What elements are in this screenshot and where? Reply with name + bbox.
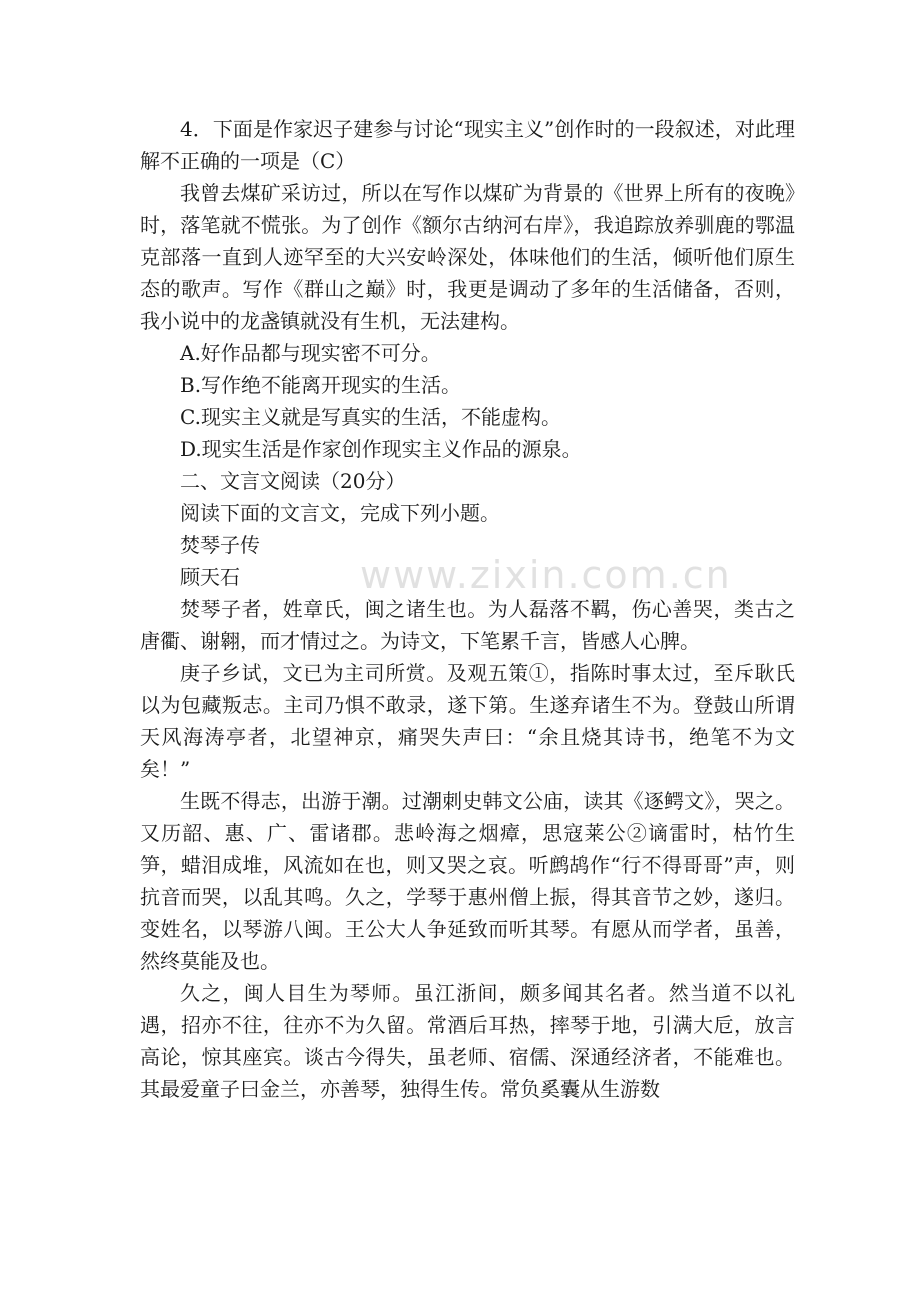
watermark: www.zixin.com.cn	[360, 553, 732, 597]
option-d: D.现实生活是作家创作现实主义作品的源泉。	[180, 437, 582, 461]
text-author: 顾天石	[180, 565, 240, 589]
option-a: A.好作品都与现实密不可分。	[180, 341, 441, 365]
text-paragraph-1: 焚琴子者，姓章氏，闽之诸生也。为人磊落不羁，伤心善哭，类古之唐衢、谢翱，而才情过之。为诗文，下笔累千言，皆感人心脾。	[140, 597, 795, 653]
document-content	[140, 113, 795, 1105]
text-title: 焚琴子传	[180, 533, 260, 557]
section-instruction: 阅读下面的文言文，完成下列小题。	[180, 501, 500, 525]
option-b: B.写作绝不能离开现实的生活。	[180, 373, 462, 397]
text-paragraph-4: 久之，闽人目生为琴师。虽江浙间，颇多闻其名者。然当道不以礼遇，招亦不往，往亦不为久留。常酒后耳热，摔琴于地，引满大卮，放言高论，惊其座宾。谈古今得失，虽老师、宿儒、深通经济者，不能难也。其最爱童子曰金兰，亦善琴，独得生传。常负奚囊从生游数	[140, 981, 795, 1101]
question-4-stem: 4．下面是作家迟子建参与讨论“现实主义”创作时的一段叙述，对此理解不正确的一项是（C）	[140, 117, 795, 173]
text-paragraph-2: 庚子乡试，文已为主司所赏。及观五策①，指陈时事太过，至斥耿氏以为包藏叛志。主司乃惧不敢录，遂下第。生遂弃诸生不为。登鼓山所谓天风海涛亭者，北望神京，痛哭失声曰：“余且烧其诗书，绝笔不为文矣！”	[140, 661, 795, 781]
question-4-passage: 我曾去煤矿采访过，所以在写作以煤矿为背景的《世界上所有的夜晚》时，落笔就不慌张。为了创作《额尔古纳河右岸》，我追踪放养驯鹿的鄂温克部落一直到人迹罕至的大兴安岭深处，体味他们的生活，倾听他们原生态的歌声。写作《群山之巅》时，我更是调动了多年的生活储备，否则，我小说中的龙盏镇就没有生机，无法建构。	[140, 181, 795, 333]
section-heading: 二、文言文阅读（20分）	[180, 469, 406, 493]
text-paragraph-3: 生既不得志，出游于潮。过潮刺史韩文公庙，读其《逐鳄文》，哭之。又历韶、惠、广、雷诸郡。悲岭海之烟瘴，思寇莱公②谪雷时，枯竹生笋，蜡泪成堆，风流如在也，则又哭之哀。听鹧鸪作“行不得哥哥”声，则抗音而哭，以乱其鸣。久之，学琴于惠州僧上振，得其音节之妙，遂归。变姓名，以琴游八闽。王公大人争延致而听其琴。有愿从而学者，虽善，然终莫能及也。	[140, 789, 795, 973]
option-c: C.现实主义就是写真实的生活，不能虚构。	[180, 405, 561, 429]
